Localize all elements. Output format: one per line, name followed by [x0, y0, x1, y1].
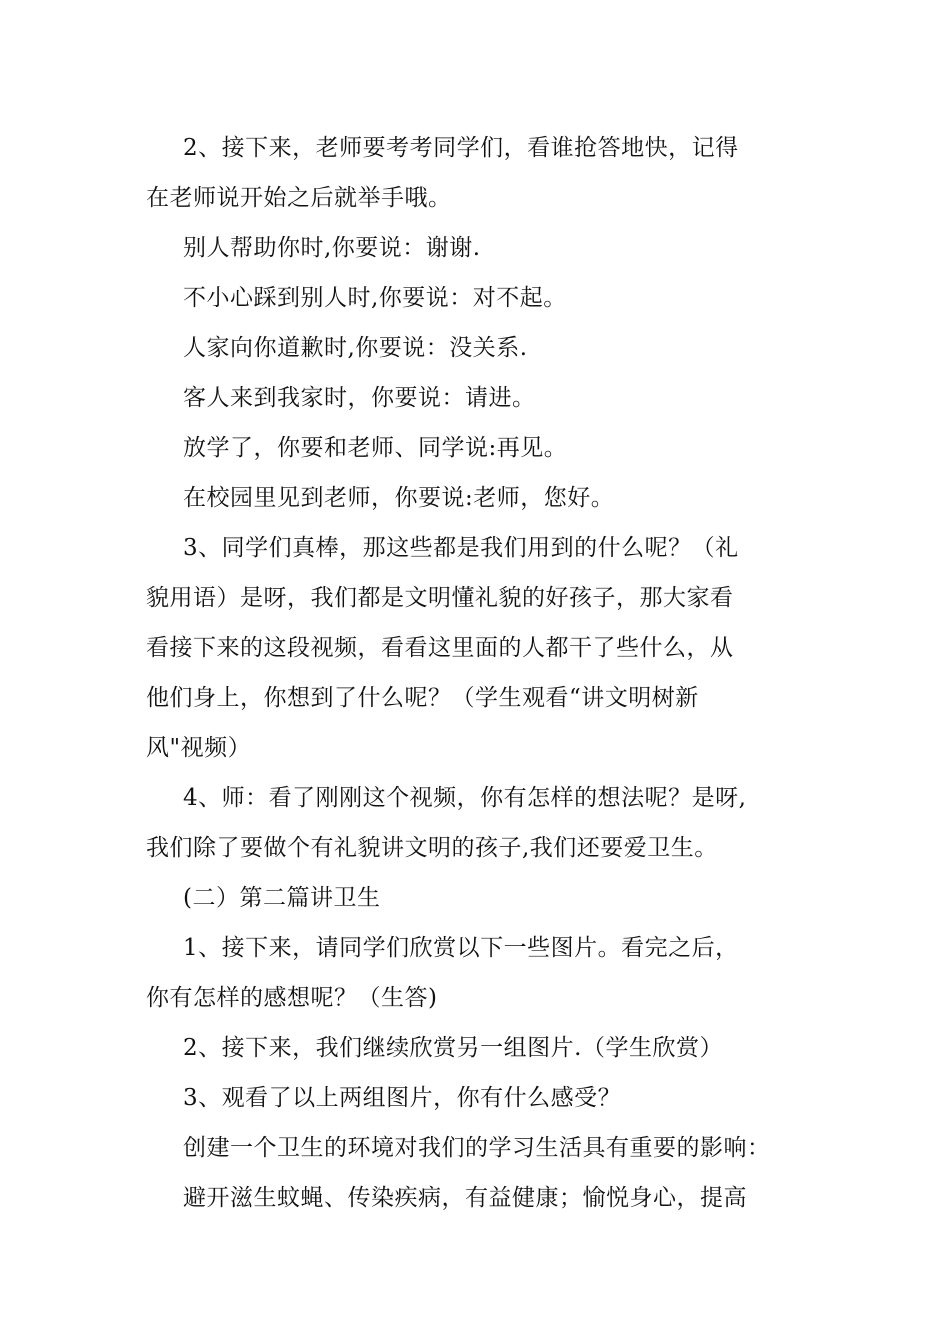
paragraph-line: 4、师：看了刚刚这个视频，你有怎样的想法呢？是呀, — [183, 785, 747, 811]
paragraph-line: 不小心踩到别人时,你要说：对不起。 — [183, 285, 567, 311]
paragraph-line: 2、接下来，老师要考考同学们，看谁抢答地快，记得 — [183, 135, 739, 161]
paragraph-line: 在老师说开始之后就举手哦。 — [146, 185, 452, 211]
paragraph-line: 3、观看了以上两组图片，你有什么感受？ — [183, 1085, 622, 1111]
paragraph-line: 人家向你道歉时,你要说：没关系. — [183, 335, 528, 361]
paragraph-line: 避开滋生蚊蝇、传染疾病，有益健康；愉悦身心，提高 — [183, 1185, 747, 1211]
paragraph-line: 你有怎样的感想呢？（生答) — [146, 985, 438, 1011]
paragraph-line: 3、同学们真棒，那这些都是我们用到的什么呢？（礼 — [183, 535, 739, 561]
paragraph-line: 2、接下来，我们继续欣赏另一组图片.（学生欣赏） — [183, 1035, 723, 1061]
paragraph-line: 看接下来的这段视频，看看这里面的人都干了些什么，从 — [146, 635, 734, 661]
paragraph-line: 他们身上，你想到了什么呢？（学生观看“讲文明树新 — [146, 685, 699, 711]
paragraph-line: 在校园里见到老师，你要说:老师，您好。 — [183, 485, 615, 511]
paragraph-line: 1、接下来，请同学们欣赏以下一些图片。看完之后， — [183, 935, 739, 961]
section-heading: (二）第二篇讲卫生 — [183, 885, 381, 911]
paragraph-line: 放学了，你要和老师、同学说:再见。 — [183, 435, 568, 461]
paragraph-line: 貌用语）是呀，我们都是文明懂礼貌的好孩子，那大家看 — [146, 585, 734, 611]
paragraph-line: 风"视频） — [146, 735, 252, 761]
paragraph-line: 客人来到我家时，你要说：请进。 — [183, 385, 536, 411]
paragraph-line: 我们除了要做个有礼貌讲文明的孩子,我们还要爱卫生。 — [146, 835, 718, 861]
paragraph-line: 别人帮助你时,你要说：谢谢. — [183, 235, 481, 261]
paragraph-line: 创建一个卫生的环境对我们的学习生活具有重要的影响： — [183, 1135, 771, 1161]
